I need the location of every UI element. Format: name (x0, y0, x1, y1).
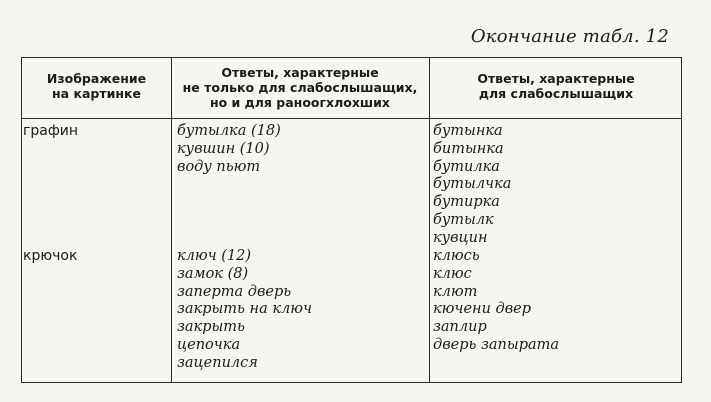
list-item: бутылчка (433, 176, 512, 193)
list-item: бутылка (18) (177, 123, 281, 139)
list-item: закрыть (177, 319, 245, 336)
column-header-hard-of-hearing-answers: Ответы, характерные для слабослышащих (477, 71, 635, 101)
list-item: бутилка (433, 158, 500, 175)
list-item: дверь запырата (433, 336, 560, 353)
column-header-image: Изображение на картинке (46, 71, 147, 101)
header-divider (22, 118, 681, 119)
list-item: бутирка (433, 194, 500, 211)
list-item: кувшин (10) (177, 140, 270, 157)
list-item: битынка (433, 140, 504, 157)
row-term-kryuchok: крючок (23, 248, 78, 264)
list-item: зацепился (177, 354, 258, 371)
list-item: клюс (433, 265, 472, 282)
table-caption: Окончание табл. 12 (470, 26, 669, 47)
row-hoh-answers-grafin (433, 123, 511, 248)
column-header-common-answers: Ответы, характерные не только для слабослышащих, но и для раноогхлохших (182, 65, 418, 110)
list-item: заплир (433, 319, 487, 336)
row-term-grafin: графин (23, 123, 79, 139)
list-item: заперта дверь (177, 283, 292, 300)
list-item: закрыть на ключ (177, 301, 313, 318)
list-item: кючени двер (433, 301, 532, 318)
row-common-answers-kryuchok (177, 248, 312, 373)
row-common-answers-grafin (177, 123, 281, 176)
list-item: замок (8) (177, 265, 249, 282)
list-item: клюсь (433, 248, 480, 264)
row-hoh-answers-kryuchok (433, 248, 559, 355)
list-item: бутылк (433, 211, 494, 228)
column-divider-2 (429, 58, 430, 382)
list-item: воду пьют (177, 158, 261, 175)
list-item: клют (433, 283, 478, 300)
table (21, 57, 682, 383)
list-item: ключ (12) (177, 248, 252, 264)
list-item: кувцин (433, 229, 488, 246)
list-item: цепочка (177, 336, 241, 353)
list-item: бутынка (433, 123, 503, 139)
